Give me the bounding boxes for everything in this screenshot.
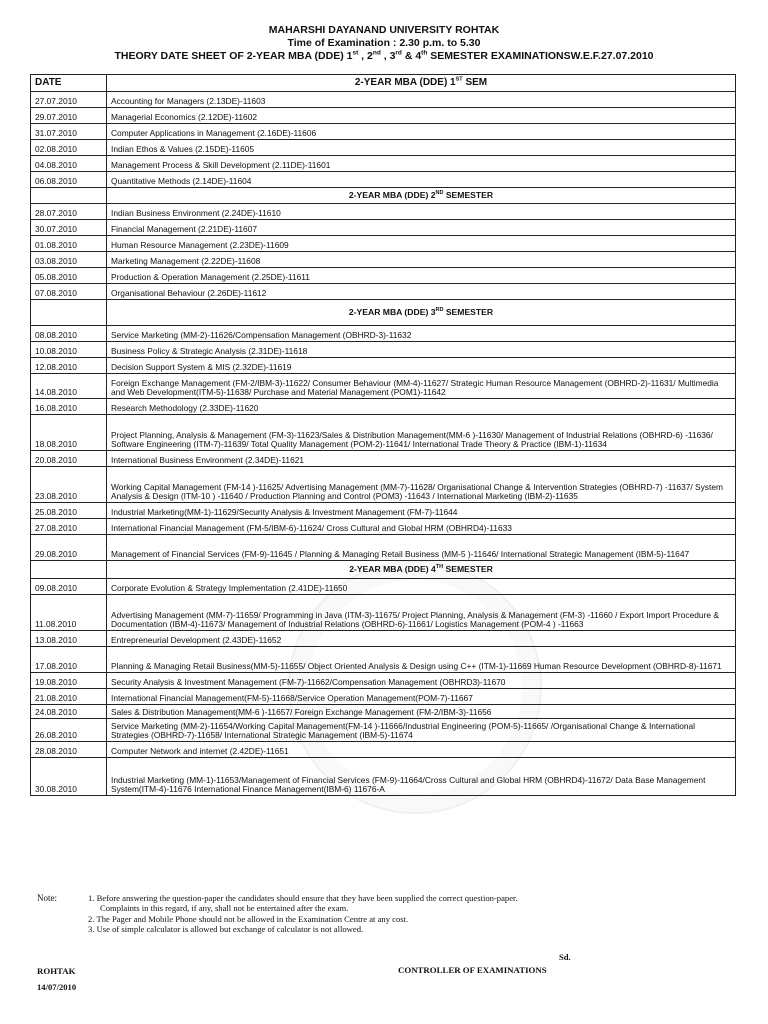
exam-date: 24.08.2010 (31, 705, 107, 719)
sem1-heading: 2-YEAR MBA (DDE) 1ST SEM (107, 75, 736, 92)
paper-name: Financial Management (2.21DE)-11607 (107, 220, 736, 236)
paper-name: Foreign Exchange Management (FM-2/IBM-3)-11622/ Consumer Behaviour (MM-4)-11627/ Strategic Human Resource Management (OBHRD-2)-11631/ Multimedia and Web Development(ITM-5)-11638/ Purchase and Material Management (POM1)-11642 (107, 374, 736, 399)
date-sheet-table (30, 74, 736, 796)
paper-name: Working Capital Management (FM-14 )-11625/ Advertising Management (MM-7)-11628/ Organisational Change & Intervention Strategies (OBHRD-7) -11637/ System Analysis & Design (ITM-10 ) -11640 / Production Planning and Control (POM3) -11643 / International Marketing (IBM-2)-11635 (107, 467, 736, 503)
exam-date: 12.08.2010 (31, 358, 107, 374)
exam-date: 08.08.2010 (31, 326, 107, 342)
paper-name: Business Policy & Strategic Analysis (2.31DE)-11618 (107, 342, 736, 358)
section-date-cell (31, 300, 107, 326)
table-row (31, 268, 736, 284)
table-row (31, 374, 736, 399)
datesheet-title: THEORY DATE SHEET OF 2-YEAR MBA (DDE) 1st , 2nd , 3rd & 4th SEMESTER EXAMINATIONSW.E.F.27.07.2010 (114, 49, 654, 62)
paper-name: Decision Support System & MIS (2.32DE)-11619 (107, 358, 736, 374)
exam-date: 30.07.2010 (31, 220, 107, 236)
paper-name: Corporate Evolution & Strategy Implementation (2.41DE)-11650 (107, 579, 736, 595)
note-1: 1. Before answering the question-paper the candidates should ensure that they have been supplied the correct question-paper. (88, 893, 518, 903)
sem2-section-row (31, 188, 736, 204)
paper-name: International Financial Management(FM-5)-11668/Service Operation Management(POM-7)-11667 (107, 689, 736, 705)
paper-name: Production & Operation Management (2.25DE)-11611 (107, 268, 736, 284)
notes-block (88, 893, 648, 935)
section-date-cell (31, 561, 107, 579)
paper-name: Computer Network and internet (2.42DE)-11651 (107, 742, 736, 758)
table-row (31, 595, 736, 631)
section-date-cell (31, 188, 107, 204)
table-row (31, 220, 736, 236)
sem4-heading: 2-YEAR MBA (DDE) 4TH SEMESTER (107, 561, 736, 579)
paper-name: Indian Business Environment (2.24DE)-11610 (107, 204, 736, 220)
paper-name: Service Marketing (MM-2)-11654/Working Capital Management(FM-14 )-11666/Industrial Engineering (POM-5)-11665/ /Organisational Change & International Strategies (OBHRD-7)-11658/ International Strategic Management (IBM-5)-11674 (107, 719, 736, 742)
paper-name: Organisational Behaviour (2.26DE)-11612 (107, 284, 736, 300)
note-label: Note: (37, 893, 57, 903)
table-row (31, 415, 736, 451)
exam-date: 14.08.2010 (31, 374, 107, 399)
table-row (31, 719, 736, 742)
signature-sd: Sd. (559, 952, 571, 962)
table-header-row (31, 75, 736, 92)
table-row (31, 647, 736, 673)
paper-name: Research Methodology (2.33DE)-11620 (107, 399, 736, 415)
exam-date: 18.08.2010 (31, 415, 107, 451)
table-row (31, 451, 736, 467)
paper-name: International Business Environment (2.34DE)-11621 (107, 451, 736, 467)
exam-date: 09.08.2010 (31, 579, 107, 595)
exam-date: 05.08.2010 (31, 268, 107, 284)
paper-name: Quantitative Methods (2.14DE)-11604 (107, 172, 736, 188)
exam-date: 16.08.2010 (31, 399, 107, 415)
date-column-header: DATE (31, 75, 107, 92)
table-row (31, 742, 736, 758)
table-row (31, 124, 736, 140)
table-row (31, 399, 736, 415)
paper-name: Industrial Marketing(MM-1)-11629/Security Analysis & Investment Management (FM-7)-11644 (107, 503, 736, 519)
exam-time: Time of Examination : 2.30 p.m. to 5.30 (287, 37, 481, 49)
table-row (31, 140, 736, 156)
paper-name: Accounting for Managers (2.13DE)-11603 (107, 92, 736, 108)
table-row (31, 252, 736, 268)
exam-date: 19.08.2010 (31, 673, 107, 689)
exam-date: 11.08.2010 (31, 595, 107, 631)
table-row (31, 519, 736, 535)
issue-date: 14/07/2010 (37, 982, 77, 992)
exam-date: 10.08.2010 (31, 342, 107, 358)
paper-name: Project Planning, Analysis & Management (FM-3)-11623/Sales & Distribution Management(MM-6 )-11630/ Management of Industrial Relations (OBHRD-6) -11636/ Software Engineering (ITM-7)-11639/ Total Quality Management (POM-2)-11641/ International Trade Theory & Practice (IBM-1)-11634 (107, 415, 736, 451)
paper-name: Managerial Economics (2.12DE)-11602 (107, 108, 736, 124)
paper-name: Indian Ethos & Values (2.15DE)-11605 (107, 140, 736, 156)
note-3: 3. Use of simple calculator is allowed but exchange of calculator is not allowed. (88, 924, 364, 935)
exam-date: 26.08.2010 (31, 719, 107, 742)
table-row (31, 156, 736, 172)
paper-name: Computer Applications in Management (2.16DE)-11606 (107, 124, 736, 140)
paper-name: Entrepreneurial Development (2.43DE)-11652 (107, 631, 736, 647)
exam-date: 01.08.2010 (31, 236, 107, 252)
exam-date: 31.07.2010 (31, 124, 107, 140)
exam-date: 20.08.2010 (31, 451, 107, 467)
table-row (31, 284, 736, 300)
paper-name: Management of Financial Services (FM-9)-11645 / Planning & Managing Retail Business (MM-5 )-11646/ International Strategic Management (IBM-5)-11647 (107, 535, 736, 561)
table-row (31, 467, 736, 503)
university-title: MAHARSHI DAYANAND UNIVERSITY ROHTAK (268, 24, 500, 36)
table-row (31, 503, 736, 519)
table-row (31, 535, 736, 561)
place: ROHTAK (37, 966, 76, 976)
exam-date: 04.08.2010 (31, 156, 107, 172)
exam-date: 25.08.2010 (31, 503, 107, 519)
table-row (31, 579, 736, 595)
table-row (31, 172, 736, 188)
exam-date: 27.07.2010 (31, 92, 107, 108)
table-row (31, 631, 736, 647)
exam-date: 29.08.2010 (31, 535, 107, 561)
exam-date: 17.08.2010 (31, 647, 107, 673)
table-row (31, 758, 736, 796)
exam-date: 02.08.2010 (31, 140, 107, 156)
table-row (31, 705, 736, 719)
sem3-heading: 2-YEAR MBA (DDE) 3RD SEMESTER (107, 300, 736, 326)
paper-name: Service Marketing (MM-2)-11626/Compensation Management (OBHRD-3)-11632 (107, 326, 736, 342)
sem3-section-row (31, 300, 736, 326)
paper-name: Security Analysis & Investment Management (FM-7)-11662/Compensation Management (OBHRD3)-11670 (107, 673, 736, 689)
table-row (31, 689, 736, 705)
paper-name: Human Resource Management (2.23DE)-11609 (107, 236, 736, 252)
table-row (31, 92, 736, 108)
paper-name: Marketing Management (2.22DE)-11608 (107, 252, 736, 268)
controller-of-examinations: CONTROLLER OF EXAMINATIONS (398, 965, 547, 975)
exam-date: 29.07.2010 (31, 108, 107, 124)
table-row (31, 673, 736, 689)
paper-name: Planning & Managing Retail Business(MM-5)-11655/ Object Oriented Analysis & Design using C++ (ITM-1)-11669 Human Resource Development (OBHRD-8)-11671 (107, 647, 736, 673)
sem2-heading: 2-YEAR MBA (DDE) 2ND SEMESTER (107, 188, 736, 204)
paper-name: Sales & Distribution Management(MM-6 )-11657/ Foreign Exchange Management (FM-2/IBM-3)-11656 (107, 705, 736, 719)
paper-name: Management Process & Skill Development (2.11DE)-11601 (107, 156, 736, 172)
note-1-cont: Complaints in this regard, if any, shall not be entertained after the exam. (100, 903, 349, 914)
table-row (31, 342, 736, 358)
exam-date: 28.07.2010 (31, 204, 107, 220)
note-2: 2. The Pager and Mobile Phone should not be allowed in the Examination Centre at any cost. (88, 913, 409, 924)
table-row (31, 204, 736, 220)
table-row (31, 326, 736, 342)
exam-date: 28.08.2010 (31, 742, 107, 758)
exam-date: 21.08.2010 (31, 689, 107, 705)
table-row (31, 236, 736, 252)
exam-date: 03.08.2010 (31, 252, 107, 268)
paper-name: Advertising Management (MM-7)-11659/ Programming in Java (ITM-3)-11675/ Project Planning, Analysis & Management (FM-3) -11660 / Export Import Procedure & Documentation (IBM-4)-11673/ Management of Industrial Relations (OBHRD-6)-11661/ Logistics Management (POM-4 ) -11663 (107, 595, 736, 631)
table-row (31, 108, 736, 124)
exam-date: 30.08.2010 (31, 758, 107, 796)
sem4-section-row (31, 561, 736, 579)
exam-date: 07.08.2010 (31, 284, 107, 300)
exam-date: 06.08.2010 (31, 172, 107, 188)
paper-name: International Financial Management (FM-5/IBM-6)-11624/ Cross Cultural and Global HRM (OBHRD4)-11633 (107, 519, 736, 535)
exam-date: 23.08.2010 (31, 467, 107, 503)
table-row (31, 358, 736, 374)
paper-name: Industrial Marketing (MM-1)-11653/Management of Financial Services (FM-9)-11664/Cross Cultural and Global HRM (OBHRD4)-11672/ Data Base Management System(ITM-4)-11676 International Finance Management(IBM-6) 11676-A (107, 758, 736, 796)
exam-date: 27.08.2010 (31, 519, 107, 535)
exam-date: 13.08.2010 (31, 631, 107, 647)
